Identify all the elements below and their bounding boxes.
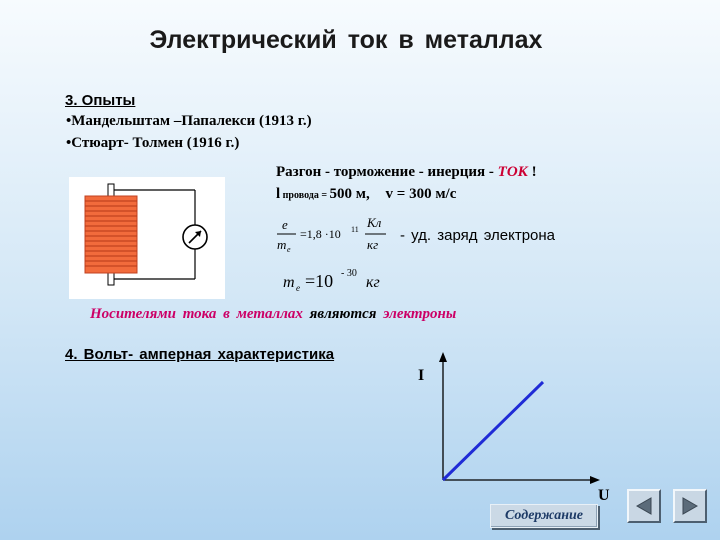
- mass-m: m: [283, 274, 295, 291]
- tok-highlight: ТОК: [497, 164, 528, 180]
- section-4-heading: 4. Вольт- амперная характеристика: [65, 346, 335, 363]
- experiment-item-tolman: •Стюарт- Толмен (1916 г.): [66, 135, 240, 151]
- experiment-params-line: [276, 186, 456, 203]
- experiment-item-label: Мандельштам –Папалекси (1913 г.): [71, 113, 312, 129]
- mass-equals-ten: =10: [305, 271, 334, 291]
- speed-value: v = 300 м/с: [385, 186, 457, 202]
- carriers-text-part2: являются: [309, 306, 377, 322]
- section-3-heading: 3. Опыты: [65, 92, 136, 109]
- mass-exponent: - 30: [341, 268, 357, 279]
- experiment-item-mandelstam: •Мандельштам –Папалекси (1913 г.): [66, 113, 312, 129]
- graph-x-axis-label: U: [598, 487, 610, 504]
- wire-length-value: 500 м,: [329, 186, 370, 202]
- slide-title: Электрический ток в металлах: [149, 26, 543, 54]
- formula-coefficient: =1,8 ·10: [300, 227, 341, 241]
- mass-unit: кг: [366, 274, 380, 291]
- carriers-text-part1: Носителями тока в металлах: [90, 306, 303, 322]
- coil-circuit-diagram: [68, 176, 226, 300]
- x-axis-arrow-icon: [590, 476, 600, 484]
- experiment-item-label: Стюарт- Толмен (1916 г.): [71, 135, 240, 151]
- wire-length-symbol: l: [276, 186, 281, 202]
- next-slide-button[interactable]: [673, 489, 707, 523]
- specific-charge-formula: [272, 212, 400, 258]
- formula-unit-numerator: Кл: [367, 215, 382, 230]
- carriers-text-part3: электроны: [383, 306, 457, 322]
- triangle-right-icon: [680, 496, 700, 516]
- process-text: Разгон - торможение - инерция -: [276, 164, 498, 180]
- iv-line: [443, 382, 543, 480]
- coil-terminal-top: [108, 184, 114, 196]
- coil-terminal-bottom: [108, 273, 114, 285]
- contents-button[interactable]: Содержание: [490, 504, 598, 528]
- formula-e: e: [282, 217, 288, 232]
- formula-m-subscript: e: [287, 245, 291, 254]
- mass-m-subscript: e: [296, 283, 300, 293]
- iv-characteristic-graph: [430, 350, 608, 490]
- triangle-left-icon: [634, 496, 654, 516]
- formula-m: m: [277, 237, 287, 252]
- graph-y-axis-label: I: [418, 367, 425, 384]
- wire-length-subscript: провода =: [280, 190, 330, 201]
- experiment-process-line: [276, 164, 537, 181]
- specific-charge-description: - уд. заряд электрона: [400, 227, 556, 244]
- previous-slide-button[interactable]: [627, 489, 661, 523]
- y-axis-arrow-icon: [439, 352, 447, 362]
- exclaim-mark: !: [527, 164, 537, 180]
- formula-unit-denominator: кг: [367, 237, 379, 252]
- formula-exponent: 11: [351, 225, 359, 234]
- electron-mass-formula: [280, 262, 390, 296]
- carriers-statement: [90, 306, 456, 323]
